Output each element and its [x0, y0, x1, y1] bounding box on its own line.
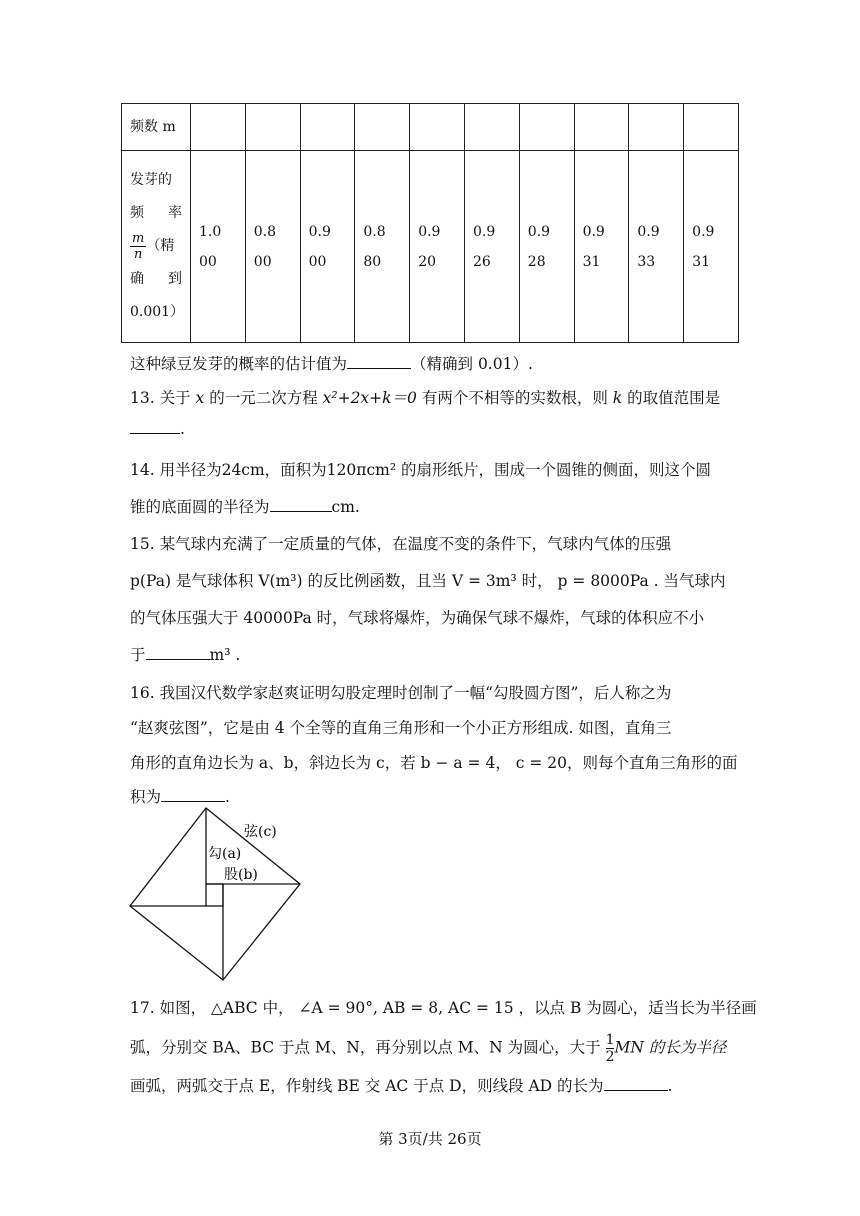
table-cell: 0.931 — [684, 151, 739, 343]
table-cell — [191, 104, 246, 151]
question-16-line-1: 16. 我国汉代数学家赵爽证明勾股定理时创制了一幅“勾股圆方图”，后人称之为 — [130, 684, 672, 702]
table-cell: 0.800 — [245, 151, 300, 343]
table-cell — [245, 104, 300, 151]
label-line: 频 率 — [130, 205, 182, 221]
answer-blank — [347, 366, 411, 369]
page-number-footer: 第 3页/共 26页 — [378, 1130, 482, 1148]
question-15-line-3: 的气体压强大于 40000Pa 时，气球将爆炸，为确保气球不爆炸，气球的体积应不小 — [130, 609, 705, 627]
table-cell: 0.926 — [464, 151, 519, 343]
table-cell — [684, 104, 739, 151]
label-short-leg: 勾(a) — [208, 846, 242, 862]
answer-blank — [161, 799, 225, 802]
question-16-line-2: “赵爽弦图”，它是由 4 个全等的直角三角形和一个小正方形组成. 如图，直角三 — [130, 719, 672, 737]
label-long-leg: 股(b) — [224, 867, 258, 883]
question-13-line-2: . — [130, 420, 185, 438]
question-16-line-3: 角形的直角边长为 a、b，斜边长为 c，若 b − a = 4， c = 20，则每个直角三角形的面 — [130, 754, 738, 772]
zhao-shuang-chord-diagram — [126, 806, 306, 982]
table-cell: 0.928 — [519, 151, 574, 343]
table-cell — [355, 104, 410, 151]
label-line: 确 到 — [130, 271, 182, 287]
table-cell: 0.920 — [410, 151, 465, 343]
question-17-line-3: 画弧，两弧交于点 E，作射线 BE 交 AC 于点 D，则线段 AD 的长为 . — [130, 1077, 673, 1095]
question-14-line-2: 锥的底面圆的半径为 cm. — [130, 498, 360, 516]
table-cell — [464, 104, 519, 151]
table-row — [122, 151, 739, 343]
table-cell: 0.931 — [574, 151, 629, 343]
label-line: $\frac{m}{n}$ （精 — [132, 230, 175, 262]
table-row — [122, 104, 739, 151]
label-line: 0.001） — [130, 304, 185, 320]
inner-square — [206, 884, 223, 906]
question-13-line-1: 13. 关于 x 的一元二次方程 x²+2x+k＝0 有两个不相等的实数根，则 k 的取值范围是 — [130, 389, 721, 407]
question-15-line-4: 于 m³ . — [130, 646, 241, 664]
question-15-line-1: 15. 某气球内充满了一定质量的气体，在温度不变的条件下，气球内气体的压强 — [130, 535, 672, 553]
question-14-line-1: 14. 用半径为24cm，面积为120πcm² 的扇形纸片，围成一个圆锥的侧面，则这个圆 — [130, 461, 711, 479]
table-cell: 0.900 — [300, 151, 355, 343]
label-hypotenuse: 弦(c) — [244, 824, 277, 840]
row-label-germination-rate — [122, 151, 191, 343]
table-cell: 1.000 — [191, 151, 246, 343]
table-cell — [629, 104, 684, 151]
table-cell — [519, 104, 574, 151]
answer-blank — [130, 431, 180, 434]
question-17-line-2: 弧，分别交 BA、BC 于点 M、N，再分别以点 M、N 为圆心，大于 $\frac{1}{2}$ MN 的长为半径 — [130, 1032, 727, 1065]
table-cell: 0.933 — [629, 151, 684, 343]
answer-blank — [146, 657, 210, 660]
table-cell — [574, 104, 629, 151]
table-cell: 0.880 — [355, 151, 410, 343]
table-cell — [300, 104, 355, 151]
question-17-line-1: 17. 如图， △ABC 中， ∠A = 90°, AB = 8, AC = 15 ，以点 B 为圆心，适当长为半径画 — [130, 999, 757, 1017]
answer-blank — [270, 509, 332, 512]
estimate-question: 这种绿豆发芽的概率的估计值为 （精确到 0.01）. — [130, 355, 533, 373]
answer-blank — [604, 1088, 668, 1091]
question-16-line-4: 积为 . — [130, 788, 230, 806]
question-15-line-2: p(Pa) 是气球体积 V(m³) 的反比例函数，且当 V = 3m³ 时， p = 8000Pa . 当气球内 — [130, 572, 726, 590]
table-cell — [410, 104, 465, 151]
label-line: 发芽的 — [130, 172, 172, 188]
row-label-frequency: 频数 m — [122, 104, 191, 151]
fraction-m-over-n: $\frac{m}{n}$ — [132, 230, 145, 262]
frequency-table — [121, 103, 739, 343]
fraction-one-half: $\frac{1}{2}$ — [605, 1032, 615, 1065]
